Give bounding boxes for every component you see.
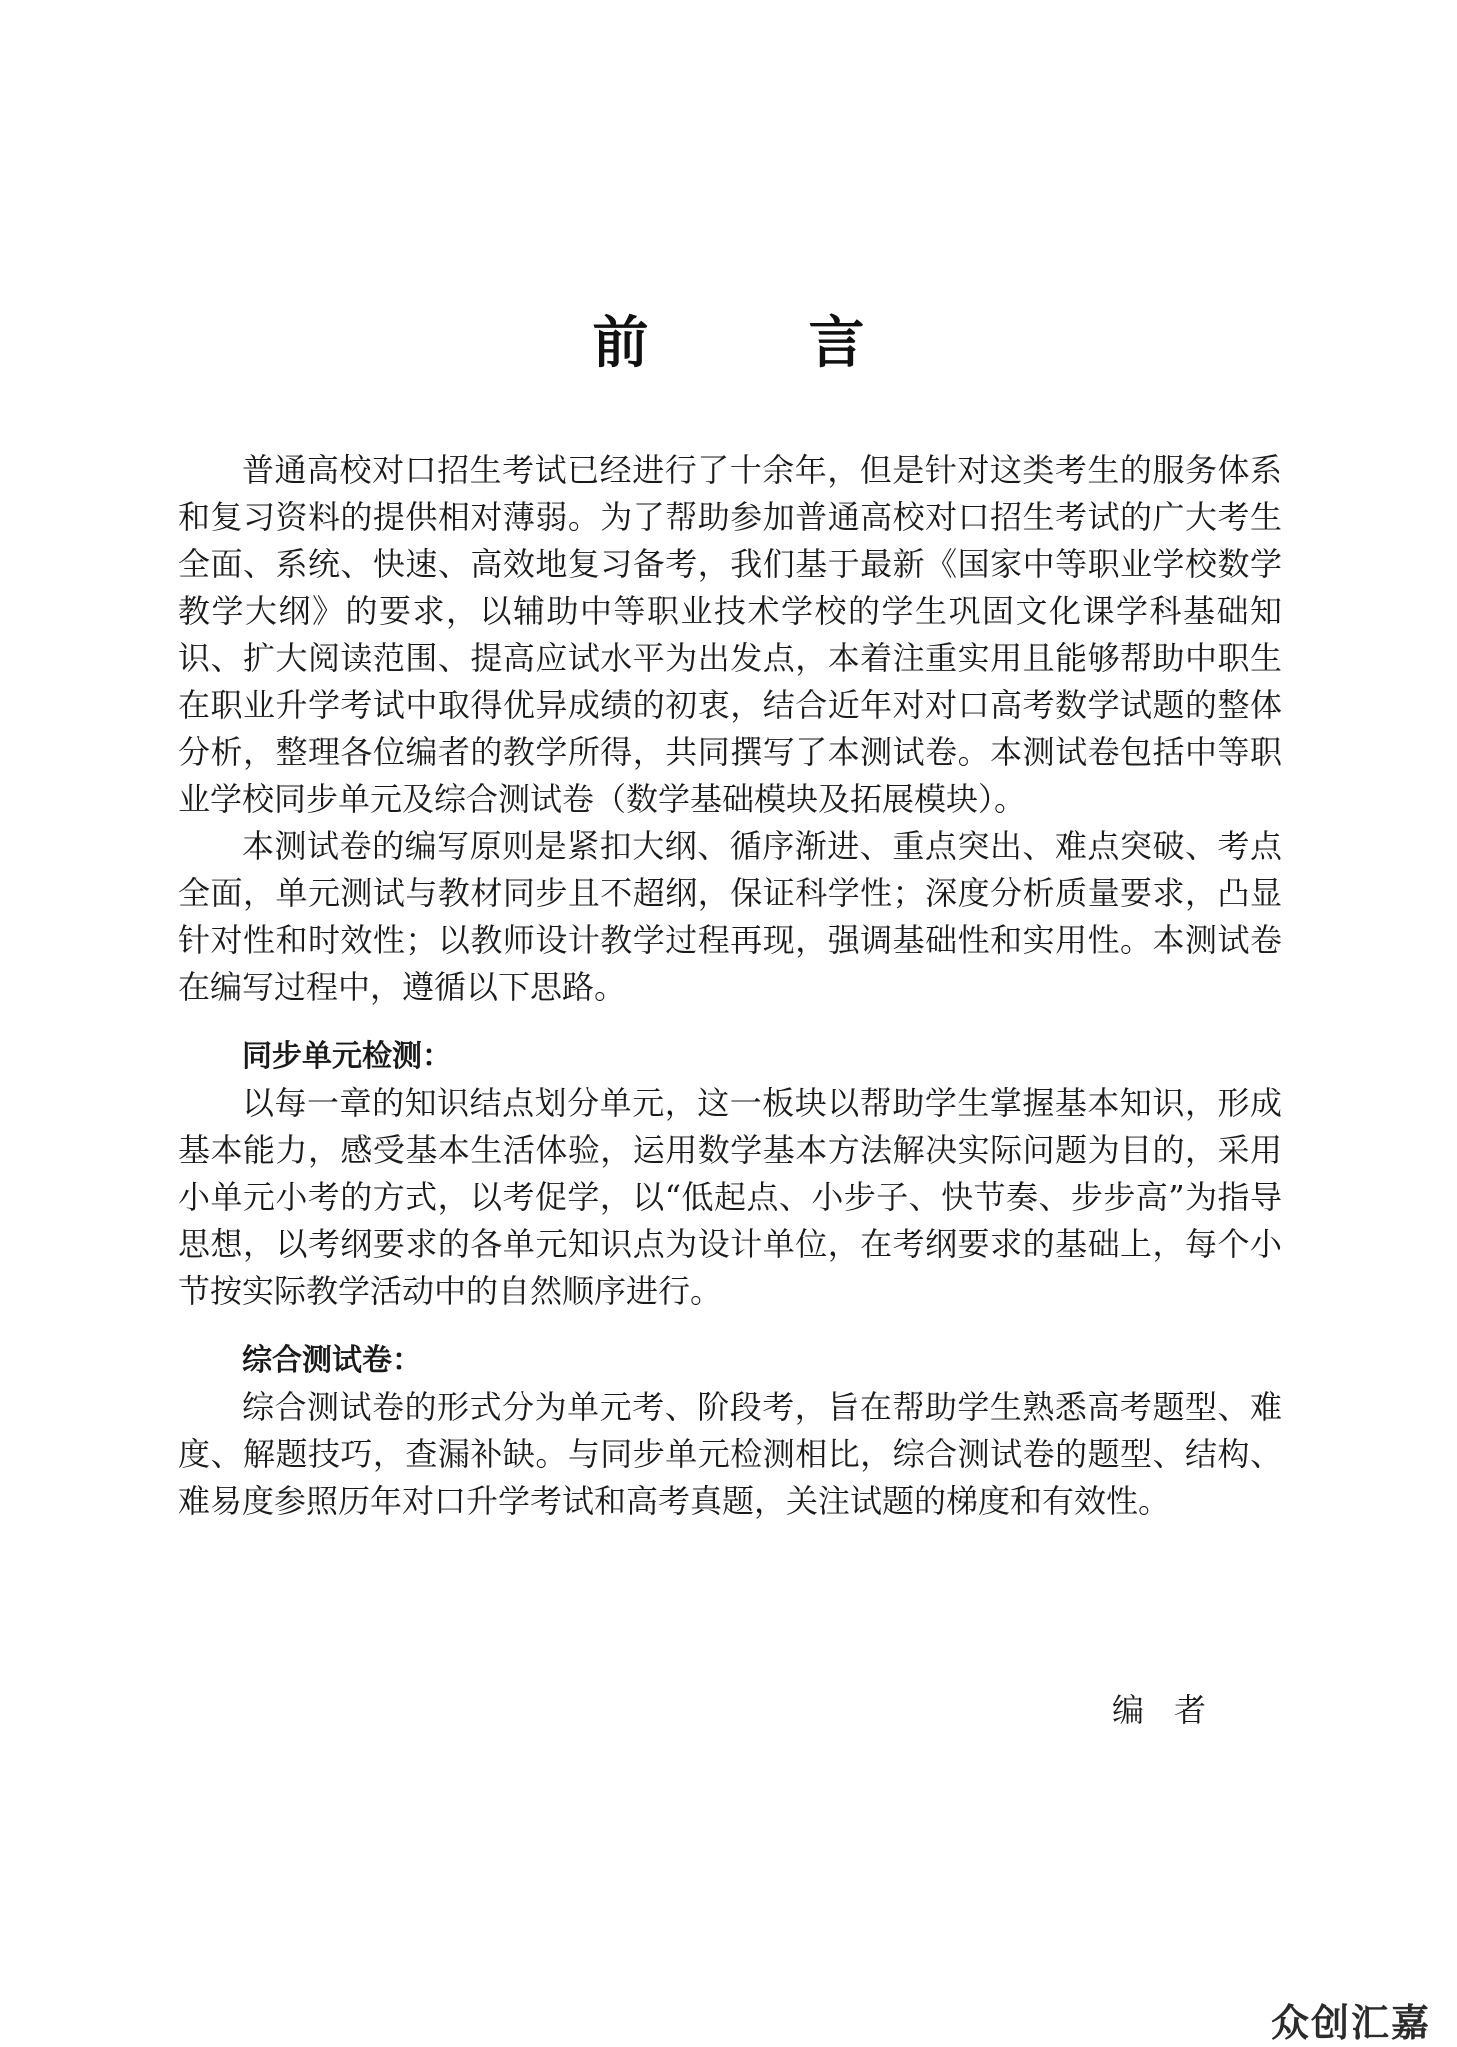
intro-paragraph: 普通高校对口招生考试已经进行了十余年，但是针对这类考生的服务体系和复习资料的提供相对薄弱。为了帮助参加普通高校对口招生考试的广大考生全面、系统、快速、高效地复习备考，我们基于最新《国家中等职业学校数学教学大纲》的要求，以辅助中等职业技术学校的学生巩固文化课学科基础知识、扩大阅读范围、提高应试水平为出发点，本着注重实用且能够帮助中职生在职业升学考试中取得优异成绩的初衷，结合近年对对口高考数学试题的整体分析，整理各位编者的教学所得，共同撰写了本测试卷。本测试卷包括中等职业学校同步单元及综合测试卷（数学基础模块及拓展模块）。 xyxy=(178,451,1282,818)
author-signature: 编者 xyxy=(1112,1691,1237,1729)
sync-section-heading: 同步单元检测： xyxy=(242,1039,452,1074)
sync-section-paragraph: 以每一章的知识结点划分单元，这一板块以帮助学生掌握基本知识，形成基本能力，感受基本生活体验，运用数学基本方法解决实际问题为目的，采用小单元小考的方式，以考促学，以“低起点、小步子、快节奏、步步高”为指导思想，以考纲要求的各单元知识点为设计单位，在考纲要求的基础上，每个小节按实际教学活动中的自然顺序进行。 xyxy=(178,1084,1282,1310)
principle-paragraph: 本测试卷的编写原则是紧扣大纲、循序渐进、重点突出、难点突破、考点全面，单元测试与教材同步且不超纲，保证科学性；深度分析质量要求，凸显针对性和时效性；以教师设计教学过程再现，强调基础性和实用性。本测试卷在编写过程中，遵循以下思路。 xyxy=(178,827,1282,1006)
preface-body xyxy=(178,447,1282,1525)
watermark-logo: 众创汇嘉 xyxy=(1271,2001,1432,2045)
page-title: 前 言 xyxy=(592,311,917,376)
comprehensive-section-paragraph: 综合测试卷的形式分为单元考、阶段考，旨在帮助学生熟悉高考题型、难度、解题技巧，查漏补缺。与同步单元检测相比，综合测试卷的题型、结构、难易度参照历年对口升学考试和高考真题，关注试题的梯度和有效性。 xyxy=(178,1388,1282,1520)
comprehensive-section-heading: 综合测试卷： xyxy=(242,1343,422,1378)
